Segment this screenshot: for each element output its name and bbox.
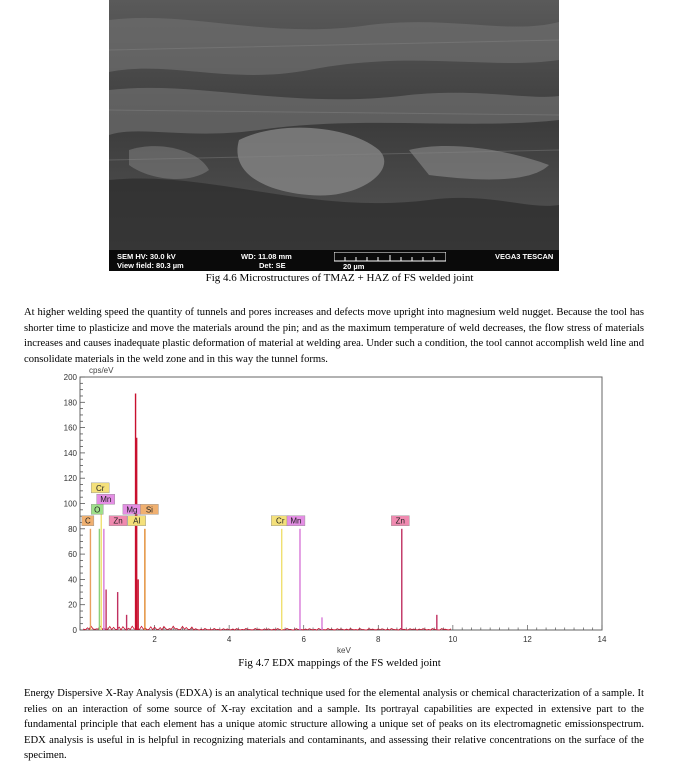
sem-texture [109,0,559,250]
element-label [91,504,103,514]
y-axis-label: cps/eV [89,366,114,375]
x-axis-label: keV [337,646,351,655]
x-tick-label: 8 [376,635,381,644]
element-label [287,516,305,526]
paragraph-edxa: Energy Dispersive X-Ray Analysis (EDXA) is an analytical technique used for the elemental analysis or chemical characterization of a sample. It relies on an interaction of some source of X-ray excitation and a sample. Its portrayal capabilities are expected in extensive part to the fundamental principle that each element has a unique atomic structure allowing a unique set of peaks on its electromagnetic emissionspectrum. EDX analysis is useful in is helpful in recognizing materials and contaminants, and assessing their relative concentrations on the surface of the specimen. [24,688,644,761]
element-label-text: Mn [290,516,302,526]
element-label-text: Cr [95,483,105,493]
element-label [128,516,146,526]
fig46-caption: Fig 4.6 Microstructures of TMAZ + HAZ of FS welded joint [205,272,474,284]
element-label-text: Al [133,516,141,526]
element-label [82,516,94,526]
y-tick-label: 0 [72,626,77,635]
element-label [109,516,127,526]
edx-spectrum-svg [40,366,640,656]
x-tick-label: 12 [522,635,532,644]
y-tick-label: 20 [68,600,77,610]
sem-det: Det: SE [259,261,286,270]
element-label [391,516,409,526]
scale-bar-icon [334,252,446,262]
x-tick-label: 4 [226,635,232,644]
y-tick-label: 100 [63,499,77,509]
paragraph-tunnel-formation: At higher welding speed the quantity of tunnels and pores increases and defects move upright into magnesium weld nugget. Because the tool has shorter time to plasticize and move the materials around the pin; and as the maximum temperature of weld decreases, the flow stress of materials increases and causes inadequate plastic deformation of material at welding area. Under such a condition, the tool cannot accomplish weld line and consolidate materials in the weld zone and in this way the tunnel forms. [24,307,644,365]
element-label [97,494,115,504]
sem-scale: 20 µm [343,262,365,271]
sem-hv: SEM HV: 30.0 kV [117,252,176,261]
element-label-text: C [84,516,91,526]
y-tick-label: 140 [63,448,77,458]
sem-brand: VEGA3 TESCAN [495,252,554,261]
element-label [91,483,109,493]
y-tick-label: 180 [63,398,77,408]
y-tick-label: 160 [63,423,77,433]
element-label-text: Zn [113,516,123,526]
y-tick-label: 200 [63,373,77,382]
y-tick-label: 40 [68,575,77,585]
element-label [271,516,289,526]
y-tick-label: 120 [63,474,77,484]
y-tick-label: 80 [68,524,77,534]
sem-info-bar [109,250,559,271]
sem-micrograph [109,0,559,271]
x-tick-label: 14 [597,635,607,644]
y-tick-label: 60 [68,550,77,560]
element-label-text: Si [145,505,153,515]
sem-view-field: View field: 80.3 µm [117,261,184,270]
element-label-text: O [94,505,101,515]
x-tick-label: 6 [301,635,306,644]
x-tick-label: 10 [448,635,458,644]
sem-wd: WD: 11.08 mm [241,252,292,261]
fig47-caption: Fig 4.7 EDX mappings of the FS welded joint [238,657,441,669]
element-label-text: Cr [276,516,285,526]
edx-spectrum-chart [40,366,640,656]
element-label [140,504,158,514]
element-label [123,504,141,514]
element-label-text: Zn [395,516,406,526]
element-label-text: Mg [126,505,138,515]
plot-area [80,377,602,630]
element-label-text: Mn [100,495,112,505]
x-tick-label: 2 [152,635,157,644]
